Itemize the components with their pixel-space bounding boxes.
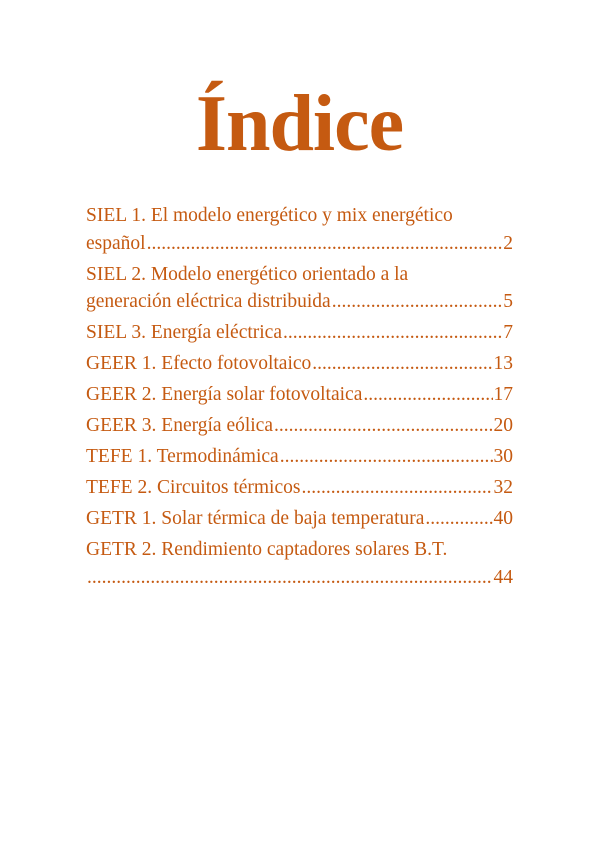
toc-page-number: 17 (493, 384, 513, 405)
toc-page-number: 5 (503, 291, 513, 312)
toc-entry-geer-3[interactable] (86, 412, 513, 440)
toc-entry-siel-1[interactable] (86, 202, 513, 257)
toc-entry-getr-1[interactable] (86, 505, 513, 533)
toc-page-number: 2 (503, 232, 513, 254)
toc-entry-geer-1[interactable] (86, 350, 513, 378)
toc-leader-dots (425, 505, 492, 533)
toc-leader-dots (274, 412, 493, 440)
toc-page-number: 13 (493, 353, 513, 374)
toc-page-number: 40 (493, 508, 513, 529)
toc-page-number: 7 (503, 322, 513, 343)
toc-entry-title: GEER 2. Energía solar fotovoltaica (86, 384, 363, 405)
toc-leader-dots (283, 319, 502, 347)
toc-entry-title: español (86, 232, 146, 254)
toc-page-number: 32 (493, 477, 513, 498)
toc-leader-dots (312, 350, 492, 378)
toc-entry-title-line: SIEL 1. El modelo energético y mix energético (86, 205, 453, 226)
toc-entry-tefe-1[interactable] (86, 443, 513, 471)
toc-entry-line (86, 319, 513, 347)
toc-entry-line (86, 288, 513, 316)
toc-entry-title: GEER 3. Energía eólica (86, 415, 273, 436)
toc-entry-title: GEER 1. Efecto fotovoltaico (86, 353, 312, 374)
toc-leader-dots (280, 443, 493, 471)
toc-entry-line (86, 564, 513, 592)
toc-entry-tefe-2[interactable] (86, 474, 513, 502)
toc-entry-geer-2[interactable] (86, 381, 513, 409)
toc-page-number: 30 (493, 446, 513, 467)
toc-leader-dots (147, 230, 503, 258)
toc-entry-title-line: GETR 2. Rendimiento captadores solares B.T. (86, 539, 448, 560)
toc-entry-title: TEFE 1. Termodinámica (86, 446, 279, 467)
table-of-contents (86, 202, 513, 591)
toc-entry-title: SIEL 3. Energía eléctrica (86, 322, 282, 343)
toc-entry-title: generación eléctrica distribuida (86, 291, 331, 312)
toc-entry-line (86, 505, 513, 533)
page-title: Índice (195, 80, 404, 168)
toc-leader-dots (87, 564, 493, 592)
toc-leader-dots (332, 288, 503, 316)
toc-entry-line (86, 443, 513, 471)
toc-entry-siel-3[interactable] (86, 319, 513, 347)
toc-entry-line (86, 474, 513, 502)
toc-entry-title: TEFE 2. Circuitos térmicos (86, 477, 301, 498)
toc-leader-dots (363, 381, 492, 409)
toc-entry-line (86, 230, 513, 258)
toc-entry-siel-2[interactable] (86, 261, 513, 316)
toc-entry-line (86, 412, 513, 440)
toc-entry-title: GETR 1. Solar térmica de baja temperatura (86, 508, 425, 529)
toc-leader-dots (301, 474, 492, 502)
toc-page-number: 20 (493, 415, 513, 436)
toc-entry-getr-2[interactable] (86, 536, 513, 591)
toc-entry-line (86, 350, 513, 378)
toc-entry-line (86, 381, 513, 409)
toc-page-number: 44 (493, 566, 513, 588)
toc-entry-title-line: SIEL 2. Modelo energético orientado a la (86, 263, 409, 285)
